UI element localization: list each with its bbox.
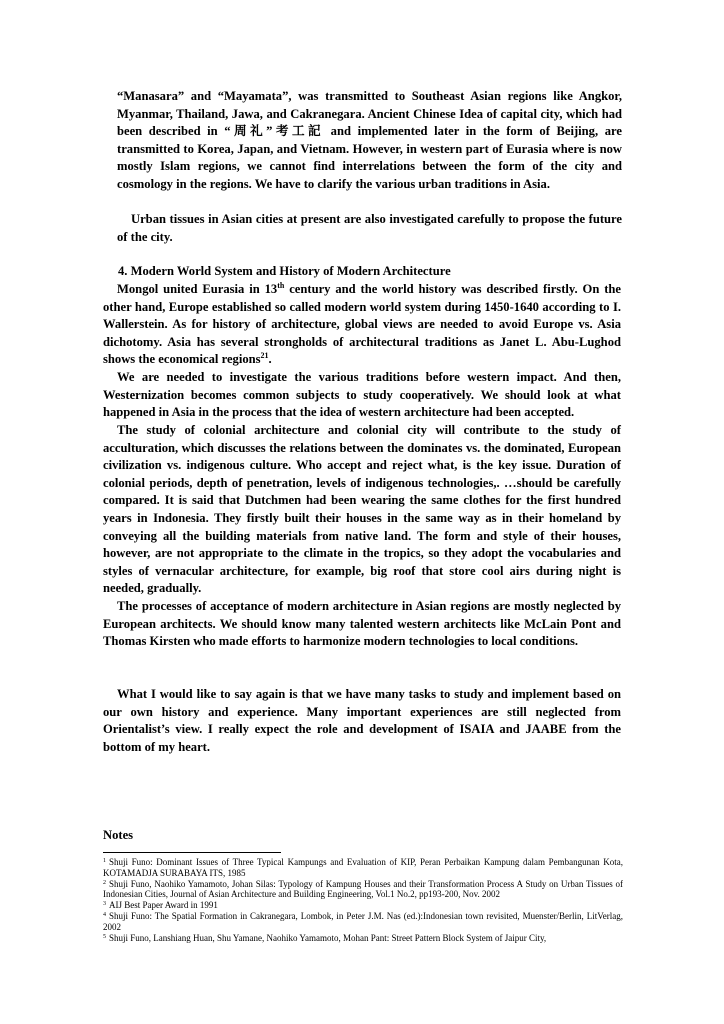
footnote-ref-21: 21 bbox=[260, 351, 269, 361]
notes-list bbox=[103, 857, 623, 943]
note-text: AIJ Best Paper Award in 1991 bbox=[109, 900, 218, 911]
note-item bbox=[103, 933, 623, 944]
text-run: . bbox=[268, 352, 272, 367]
superscript-th: th bbox=[277, 280, 285, 290]
note-number: 5 bbox=[103, 933, 106, 940]
paragraph-modern-architecture-acceptance: The processes of acceptance of modern architecture in Asian regions are mostly neglected by European architects. We should know many talented western architects like McLain Pont and Thomas Kirsten who made efforts to harmonize modern technologies to local conditions. bbox=[103, 599, 621, 649]
section-heading: 4. Modern World System and History of Modern Architecture bbox=[118, 264, 451, 278]
note-item bbox=[103, 857, 623, 879]
note-number: 4 bbox=[103, 911, 106, 918]
text-run: Mongol united Eurasia in 13 bbox=[117, 282, 278, 296]
note-item bbox=[103, 900, 623, 911]
note-number: 1 bbox=[103, 858, 106, 864]
note-item bbox=[103, 911, 623, 933]
note-item bbox=[103, 879, 623, 901]
text-run: century and the world history was described firstly. On the other hand, Europe established so called modern world system during 1450-1640 according to I. Wallerstein. As for history of architecture, global views are needed to avoid Europe vs. Asia dichotomy. Asia has several strongholds of architectural traditions as Janet L. Abu-Lughod shows the economical regions bbox=[103, 282, 621, 367]
paragraph-colonial-architecture: The study of colonial architecture and colonial city will contribute to the study of acculturation, which discusses the relations between the dominates vs. the dominated, European civilization vs. indigenous culture. Who accept and reject what, is the key issue. Duration of colonial periods, depth of penetration, levels of indigenous technologies,. …should be carefully compared. It is said that Dutchmen had been wearing the same clothes for the first hundred years in Indonesia. They firstly built their houses in the same way as in their homeland by conveying all the building materials from native land. The form and style of their houses, however, are not appropriate to the climate in the tropics, so they adopt the vocabularies and styles of vernacular architecture, for example, big roof that store cool airs during night is needed, gradually. bbox=[103, 423, 621, 596]
paragraph-urban-tissues: Urban tissues in Asian cities at present are also investigated carefully to propose the future of the city. bbox=[117, 212, 622, 244]
note-text: Shuji Funo: The Spatial Formation in Cakranegara, Lombok, in Peter J.M. Nas (ed.):Indonesian town revisited, Muenster/Berlin, LitVerlag, 2002 bbox=[103, 910, 623, 932]
note-text: Shuji Funo, Naohiko Yamamoto, Johan Silas: Typology of Kampung Houses and their Transformation Process A Study on Urban Tissues of Indonesian Cities, Journal of Asian Architecture and Building Engineering, Vol.1 No.2, pp193-200, Nov. 2002 bbox=[103, 878, 623, 900]
note-number: 2 bbox=[103, 879, 106, 886]
note-number: 3 bbox=[103, 901, 106, 908]
notes-divider bbox=[103, 852, 281, 853]
paragraph-mongol-world-system bbox=[103, 281, 621, 369]
note-text: Shuji Funo, Lanshiang Huan, Shu Yamane, Naohiko Yamamoto, Mohan Pant: Street Pattern Block System of Jaipur City, bbox=[109, 932, 547, 943]
notes-title: Notes bbox=[103, 828, 134, 842]
paragraph-westernization: We are needed to investigate the various traditions before western impact. And then, Westernization becomes common subjects to study cooperatively. We should look at what happened in Asia in the process that the idea of western architecture had been accepted. bbox=[103, 370, 621, 420]
paragraph-closing: What I would like to say again is that we have many tasks to study and implement based on our own history and experience. Many important experiences are still neglected from Orientalist’s view. I really expect the role and development of ISAIA and JAABE from the bottom of my heart. bbox=[103, 687, 621, 754]
note-text: Shuji Funo: Dominant Issues of Three Typical Kampungs and Evaluation of KIP, Peran Perbaikan Kampung dalam Pembangunan Kota, KOTAMADJA SURABAYA ITS, 1985 bbox=[103, 857, 623, 878]
paragraph-indian-chinese-cosmology: “Manasara” and “Mayamata”, was transmitted to Southeast Asian regions like Angkor, Myanmar, Thailand, Jawa, and Cakranegara. Ancient Chinese Idea of capital city, which had been described in “周礼”考工記 and implemented later in the form of Beijing, are transmitted to Korea, Japan, and Vietnam. However, in western part of Eurasia where is now mostly Islam regions, we cannot find interrelations between the form of the city and cosmology in the regions. We have to clarify the various urban traditions in Asia. bbox=[117, 89, 622, 191]
